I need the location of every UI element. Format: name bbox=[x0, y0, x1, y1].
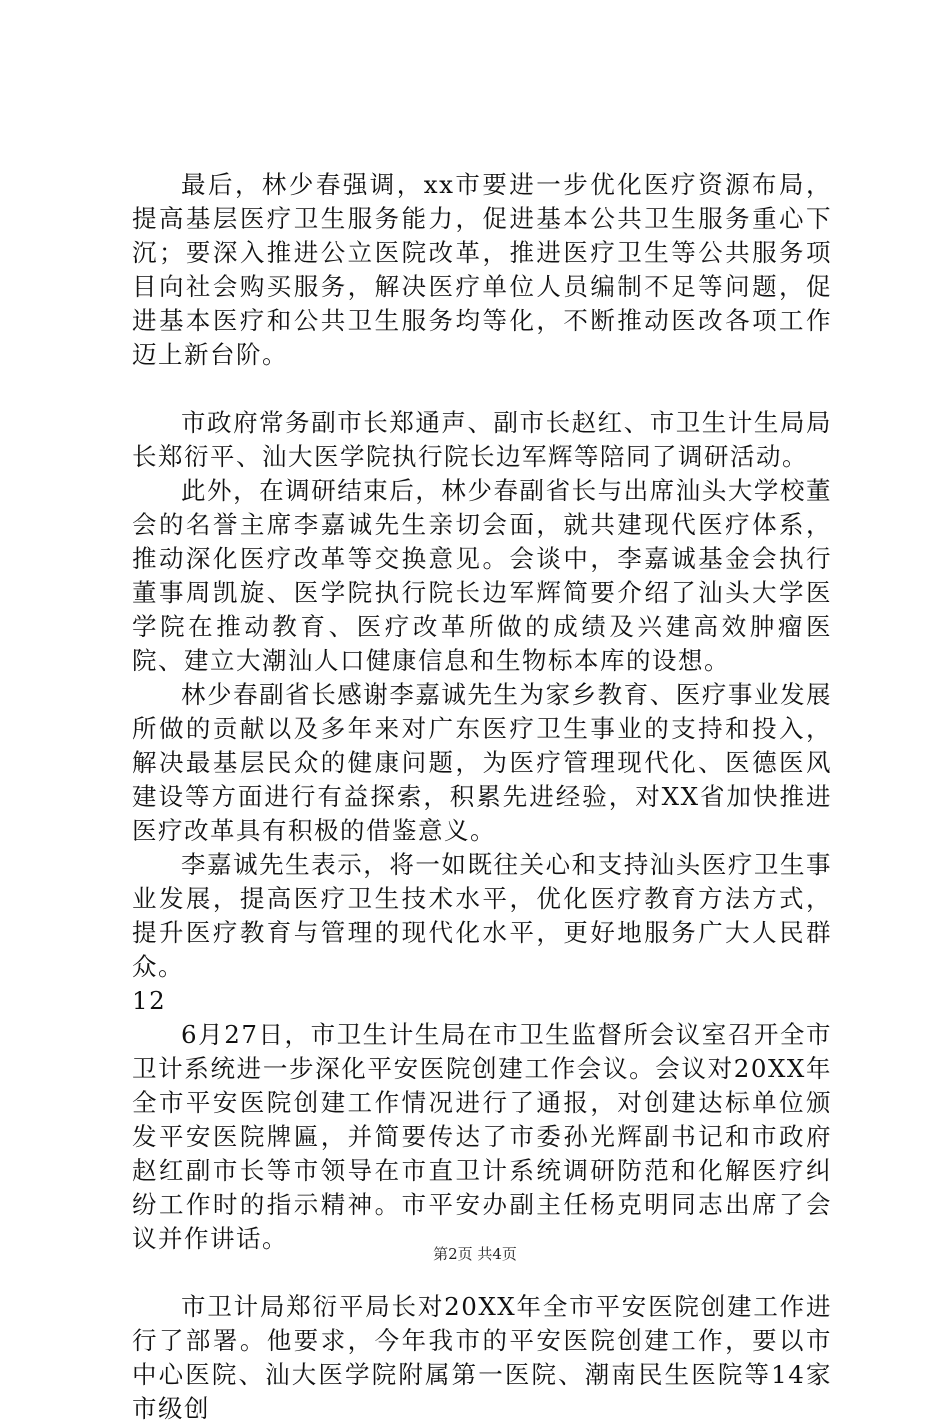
paragraph-thanks: 林少春副省长感谢李嘉诚先生为家乡教育、医疗事业发展所做的贡献以及多年来对广东医疗卫生事业的支持和投入，解决最基层民众的健康问题，为医疗管理现代化、医德医风建设等方面进行有益探索，积累先进经验，对XX省加快推进医疗改革具有积极的借鉴意义。 bbox=[132, 680, 832, 845]
paragraph-conclusion: 最后，林少春强调，xx市要进一步优化医疗资源布局，提高基层医疗卫生服务能力，促进基本公共卫生服务重心下沉；要深入推进公立医院改革，推进医疗卫生等公共服务项目向社会购买服务，解决医疗单位人员编制不足等问题，促进基本医疗和公共卫生服务均等化，不断推动医改各项工作迈上新台阶。 bbox=[132, 170, 832, 369]
paragraph-spacer bbox=[132, 372, 832, 406]
paragraph-response: 李嘉诚先生表示，将一如既往关心和支持汕头医疗卫生事业发展，提高医疗卫生技术水平，优化医疗教育方法方式，提升医疗教育与管理的现代化水平，更好地服务广大人民群众。 bbox=[132, 850, 832, 981]
page-number-footer: 第2页 共4页 bbox=[433, 1245, 517, 1263]
document-body bbox=[132, 168, 832, 1426]
paragraph-deployment: 市卫计局郑衍平局长对20XX年全市平安医院创建工作进行了部署。他要求，今年我市的平安医院创建工作，要以市中心医院、汕大医学院附属第一医院、潮南民生医院等14家市级创 bbox=[132, 1292, 832, 1423]
paragraph-attendees: 市政府常务副市长郑通声、副市长赵红、市卫生计生局局长郑衍平、汕大医学院执行院长边军辉等陪同了调研活动。 bbox=[132, 408, 832, 471]
paragraph-safe-hospital-meeting: 6月27日，市卫生计生局在市卫生监督所会议室召开全市卫计系统进一步深化平安医院创建工作会议。会议对20XX年全市平安医院创建工作情况进行了通报，对创建达标单位颁发平安医院牌匾，并简要传达了市委孙光辉副书记和市政府赵红副市长等市领导在市直卫计系统调研防范和化解医疗纠纷工作时的指示精神。市平安办副主任杨克明同志出席了会议并作讲话。 bbox=[132, 1020, 832, 1253]
paragraph-marker: 12 bbox=[132, 986, 167, 1015]
paragraph-meeting: 此外，在调研结束后，林少春副省长与出席汕头大学校董会的名誉主席李嘉诚先生亲切会面，就共建现代医疗体系，推动深化医疗改革等交换意见。会谈中，李嘉诚基金会执行董事周凯旋、医学院执行院长边军辉简要介绍了汕头大学医学院在推动教育、医疗改革所做的成绩及兴建高效肿瘤医院、建立大潮汕人口健康信息和生物标本库的设想。 bbox=[132, 476, 832, 675]
